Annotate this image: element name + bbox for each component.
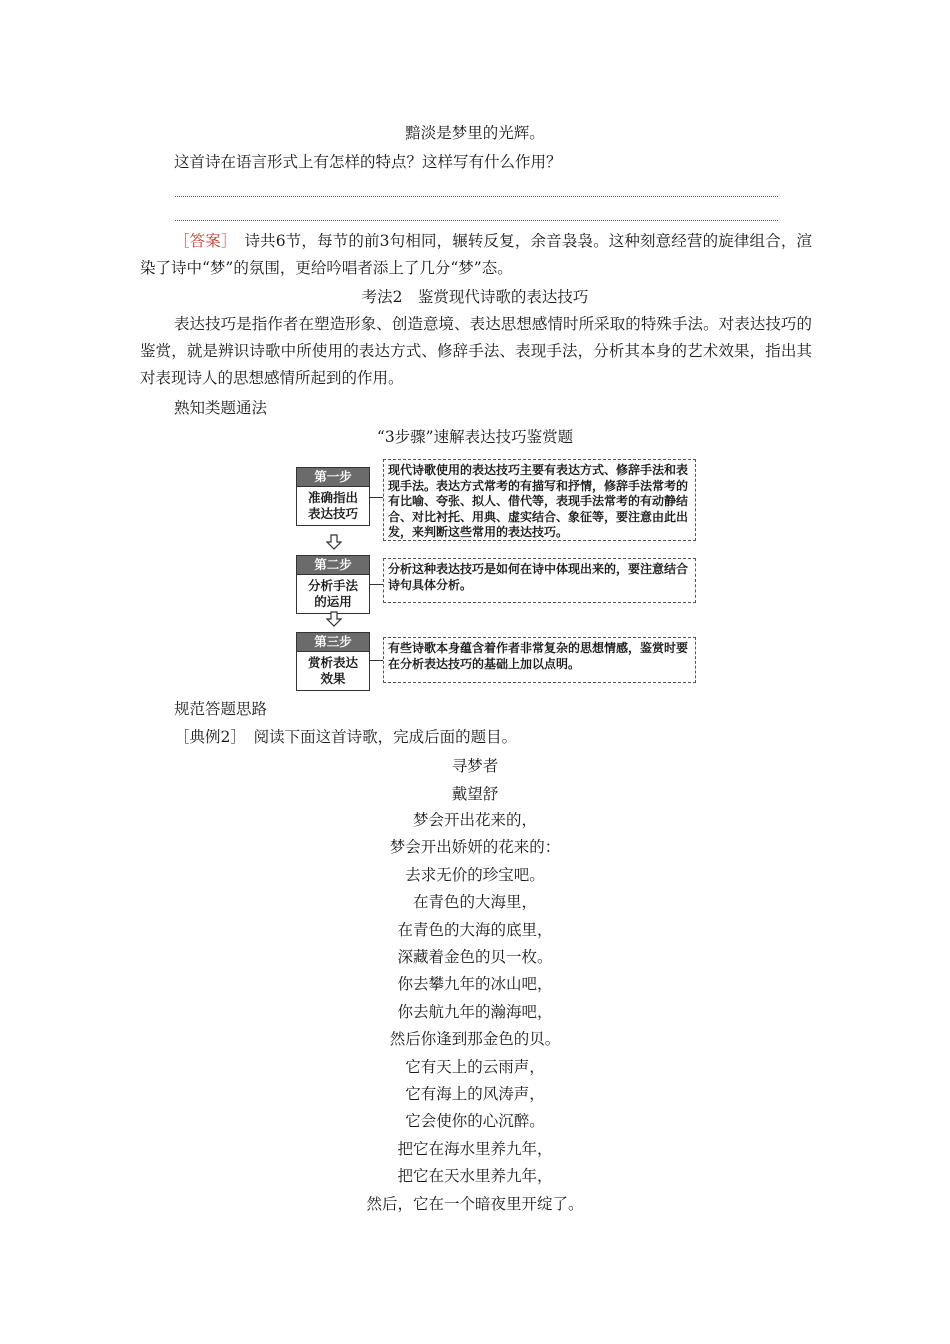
step-3-connector [370, 660, 383, 661]
poem-line: 把它在海水里养九年， [397, 1139, 553, 1158]
answer-tag: ［答案］ [174, 232, 229, 250]
heading-answer-approach: 规范答题思路 [174, 700, 268, 718]
section-title: 考法2 鉴赏现代诗歌的表达技巧 [361, 288, 589, 306]
answer-text: 诗共6节，每节的前3句相同，辗转反复，余音袅袅。这种刻意经营的旋律组合，渲染了诗中“梦”的氛围，更给吟唱者添上了几分“梦”态。 [140, 232, 812, 277]
poem-line: 你去航九年的瀚海吧， [397, 1002, 553, 1021]
poem-line: 在青色的大海的底里， [397, 920, 553, 939]
poem-line: 把它在天水里养九年， [397, 1167, 553, 1186]
step-1-description: 现代诗歌使用的表达技巧主要有表达方式、修辞手法和表现手法。表达方式常考的有描写和抒情，修辞手法常考的有比喻、夸张、拟人、借代等，表现手法常考的有动静结合、对比衬托、用典、虚实结合、象征等，要注意由此出发，来判断这些常用的表达技巧。 [383, 459, 696, 541]
poem-line: 梦会开出花来的， [412, 811, 537, 829]
step-2-box [296, 555, 370, 614]
poem-line: 你去攀九年的冰山吧， [397, 975, 553, 994]
answer-blank-line-2 [175, 220, 778, 221]
intro-paragraph: 表达技巧是指作者在塑造形象、创造意境、表达思想感情时所采取的特殊手法。对表达技巧的鉴赏，就是辨识诗歌中所使用的表达方式、修辞手法、表现手法，分析其本身的艺术效果，指出其对表现诗人的思想感情所起到的作用。 [140, 315, 812, 387]
poem-line: 它会使你的心沉醉。 [405, 1112, 545, 1131]
poem-author: 戴望舒 [451, 785, 499, 803]
step-1-box [296, 467, 370, 526]
step-3-name: 赏析表达效果 [307, 655, 358, 686]
step-1-connector [370, 497, 383, 498]
down-arrow-icon [326, 534, 342, 550]
poem-line: 深藏着金色的贝一枚。 [397, 948, 553, 966]
step-2-description: 分析这种表达技巧是如何在诗中体现出来的，要注意结合诗句具体分析。 [383, 558, 696, 603]
step-3-box [296, 632, 370, 691]
poem-line: 梦会开出娇妍的花来的： [389, 838, 561, 857]
heading-methods: 熟知类题通法 [174, 399, 268, 417]
poem-line: 它有天上的云雨声， [405, 1057, 545, 1076]
poem-line: 它有海上的风涛声， [405, 1085, 545, 1103]
step-3-label: 第三步 [297, 633, 369, 652]
step-2-label: 第二步 [297, 556, 369, 575]
down-arrow-icon [326, 611, 342, 627]
question-text: 这首诗在语言形式上有怎样的特点？这样写有什么作用？ [174, 153, 562, 171]
example-intro: ［典例2］ 阅读下面这首诗歌，完成后面的题目。 [174, 728, 518, 746]
poem-line: 在青色的大海里， [412, 893, 537, 912]
poem-line: 然后你逢到那金色的贝。 [389, 1030, 561, 1049]
step-1-label: 第一步 [297, 468, 369, 487]
step-2-connector [370, 584, 383, 585]
diagram-title: “3步骤”速解表达技巧鉴赏题 [376, 428, 574, 446]
step-2-name: 分析手法的运用 [307, 578, 358, 609]
poem-line: 然后，它在一个暗夜里开绽了。 [366, 1194, 584, 1213]
poem-line: 去求无价的珍宝吧。 [405, 865, 545, 884]
poem-title: 寻梦者 [451, 757, 499, 775]
step-1-name: 准确指出表达技巧 [307, 490, 358, 521]
answer-blank-line-1 [175, 196, 778, 197]
step-3-description: 有些诗歌本身蕴含着作者非常复杂的思想情感，鉴赏时要在分析表达技巧的基础上加以点明。 [383, 637, 696, 683]
answer-paragraph [140, 228, 812, 282]
previous-poem-last-line: 黯淡是梦里的光辉。 [405, 124, 545, 142]
